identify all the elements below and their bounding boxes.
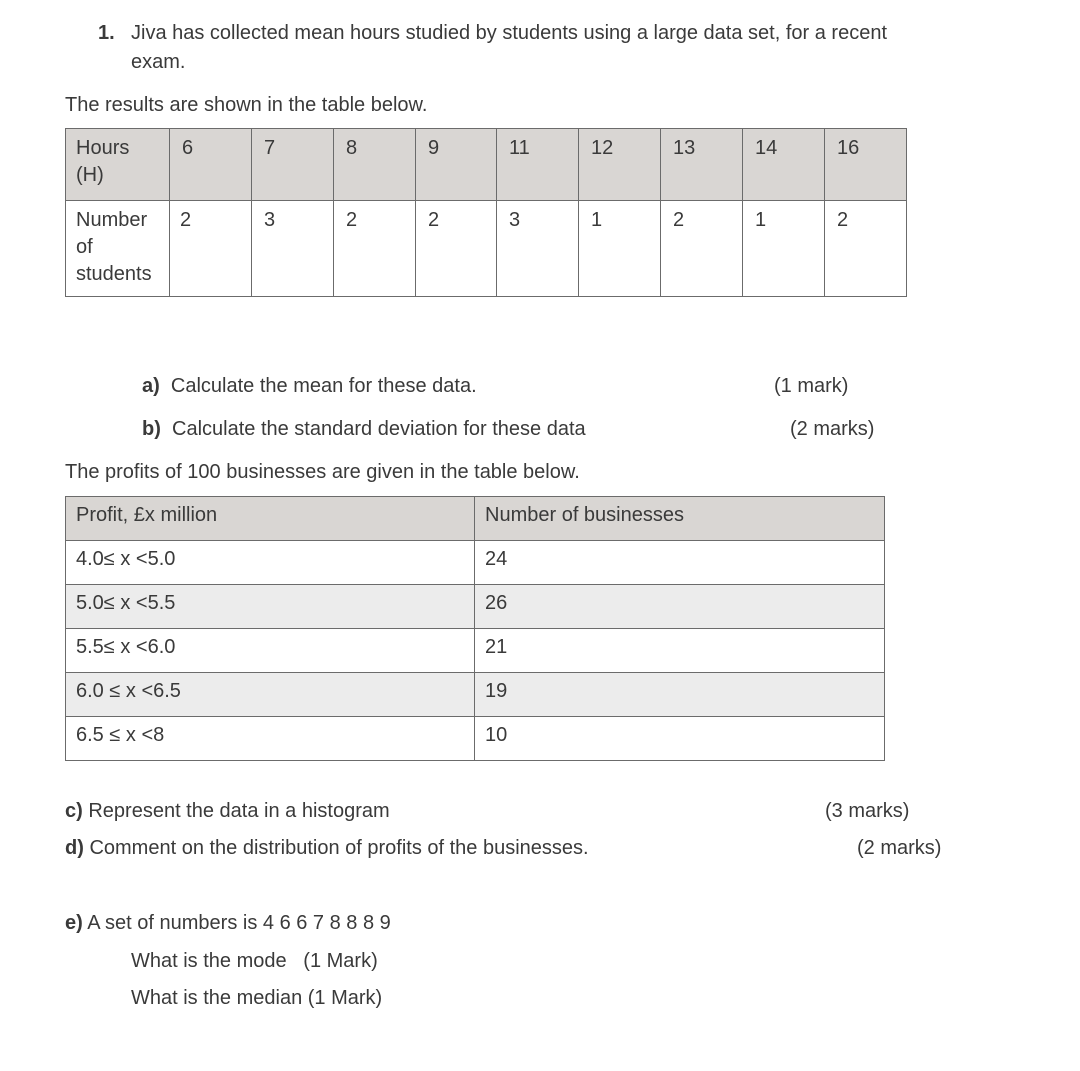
part-a <box>142 372 477 400</box>
table-row <box>66 673 885 717</box>
business-count-cell: 19 <box>475 673 885 717</box>
part-d-text: Comment on the distribution of profits of the businesses. <box>83 837 589 859</box>
part-e-mode-question: What is the mode (1 Mark) <box>131 950 378 972</box>
hours-cell: 11 <box>497 129 579 201</box>
profit-header-row <box>66 497 885 541</box>
part-d-marks: (2 marks) <box>857 837 942 859</box>
students-cell: 1 <box>579 201 661 297</box>
students-cell: 3 <box>497 201 579 297</box>
students-header-line: students <box>76 263 152 285</box>
question-text-line2: exam. <box>131 51 186 73</box>
table-row <box>66 717 885 761</box>
business-count-cell: 26 <box>475 585 885 629</box>
students-cell: 2 <box>170 201 252 297</box>
part-e-label: e) <box>65 912 83 934</box>
part-d <box>65 834 589 862</box>
hours-cell: 7 <box>252 129 334 201</box>
profit-header-cell: Profit, £x million <box>66 497 475 541</box>
hours-header-line: Hours <box>76 137 130 159</box>
table-row <box>66 585 885 629</box>
part-c-marks: (3 marks) <box>825 800 910 822</box>
profit-range-cell: 6.5 ≤ x <8 <box>66 717 475 761</box>
part-c-label: c) <box>65 800 83 822</box>
hours-cell: 14 <box>743 129 825 201</box>
part-e <box>65 909 391 937</box>
students-header-line: of <box>76 236 93 258</box>
students-header-cell <box>66 201 170 297</box>
hours-cell: 9 <box>416 129 497 201</box>
businesses-header-cell: Number of businesses <box>475 497 885 541</box>
part-b-marks: (2 marks) <box>790 418 875 440</box>
question-number: 1. <box>98 22 115 44</box>
hours-row <box>66 129 907 201</box>
students-cell: 2 <box>825 201 907 297</box>
students-cell: 2 <box>416 201 497 297</box>
students-cell: 2 <box>334 201 416 297</box>
table2-intro: The profits of 100 businesses are given in the table below. <box>65 461 580 483</box>
hours-header-cell <box>66 129 170 201</box>
part-b-text: Calculate the standard deviation for these data <box>172 418 586 440</box>
profit-range-cell: 5.0≤ x <5.5 <box>66 585 475 629</box>
part-a-text: Calculate the mean for these data. <box>170 375 477 397</box>
part-a-marks: (1 mark) <box>774 375 849 397</box>
profit-table <box>65 496 885 761</box>
hours-cell: 16 <box>825 129 907 201</box>
students-cell: 2 <box>661 201 743 297</box>
business-count-cell: 10 <box>475 717 885 761</box>
part-a-label: a) <box>142 375 160 397</box>
part-b-label: b) <box>142 418 161 440</box>
part-c <box>65 797 390 825</box>
table1-intro: The results are shown in the table below. <box>65 94 428 116</box>
table-row <box>66 629 885 673</box>
students-row <box>66 201 907 297</box>
hours-cell: 12 <box>579 129 661 201</box>
part-e-text: A set of numbers is 4 6 6 7 8 8 8 9 <box>82 912 391 934</box>
hours-table <box>65 128 907 297</box>
part-d-label: d) <box>65 837 84 859</box>
profit-range-cell: 5.5≤ x <6.0 <box>66 629 475 673</box>
profit-range-cell: 6.0 ≤ x <6.5 <box>66 673 475 717</box>
question-text-line1: Jiva has collected mean hours studied by students using a large data set, for a recent <box>131 22 887 44</box>
part-e-median-question: What is the median (1 Mark) <box>131 987 383 1009</box>
students-cell: 1 <box>743 201 825 297</box>
part-b <box>142 415 586 443</box>
part-c-text: Represent the data in a histogram <box>82 800 390 822</box>
hours-cell: 13 <box>661 129 743 201</box>
profit-range-cell: 4.0≤ x <5.0 <box>66 541 475 585</box>
students-header-line: Number <box>76 209 148 231</box>
business-count-cell: 24 <box>475 541 885 585</box>
hours-cell: 6 <box>170 129 252 201</box>
hours-cell: 8 <box>334 129 416 201</box>
table-row <box>66 541 885 585</box>
students-cell: 3 <box>252 201 334 297</box>
business-count-cell: 21 <box>475 629 885 673</box>
hours-header-line: (H) <box>76 164 104 186</box>
